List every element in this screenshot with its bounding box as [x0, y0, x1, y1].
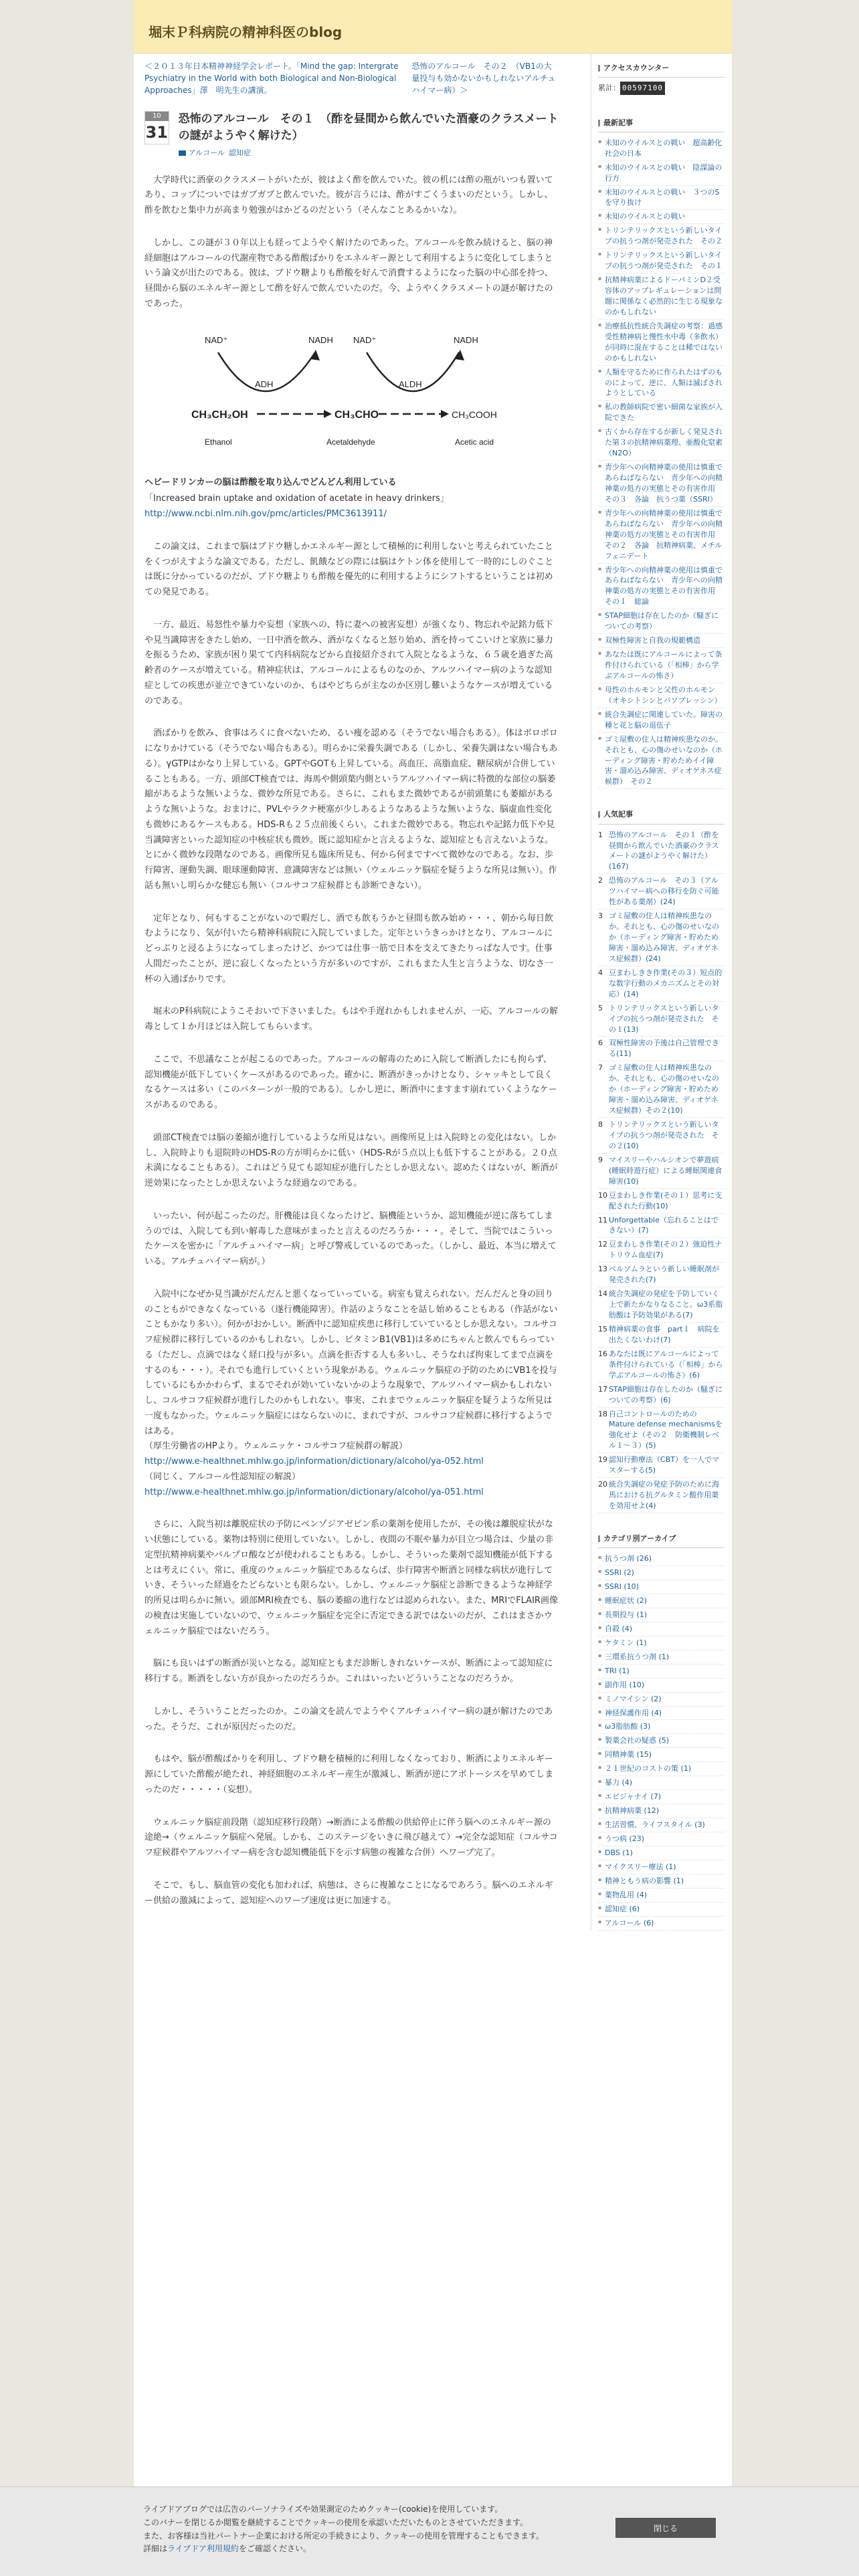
sidebar-link[interactable]: トリンテリックスという新しいタイプの抗うつ剤が発売された その１(13): [609, 1003, 719, 1034]
popular-post-item[interactable]: [598, 1238, 725, 1263]
sidebar-list-item[interactable]: [598, 634, 725, 648]
rank-number: 1: [598, 830, 603, 839]
sidebar-link[interactable]: 精神病薬の食事 part１ 病院を出たくないわけ(7): [609, 1324, 720, 1344]
sidebar-link[interactable]: 豆まわしき作業(その２）強迫性ナトリウム血症(7): [609, 1240, 723, 1260]
sidebar-link[interactable]: 長期投与 (1): [605, 1610, 648, 1619]
sidebar-link[interactable]: 自己コントロールのための Mature defense mechanismsを強化せよ（その２ 防衛機制レベル１～３）(5): [609, 1409, 723, 1451]
sidebar-list-item[interactable]: [598, 1594, 725, 1608]
sidebar-link[interactable]: 未知のウイルスとの戦い 陰謀論の行方: [605, 163, 723, 183]
sidebar-list-item[interactable]: [598, 609, 725, 634]
sidebar-link[interactable]: 睡眠症状 (2): [605, 1596, 648, 1605]
sidebar-link[interactable]: 私の教師病院で密い細菌な家族が入院できた: [605, 403, 723, 423]
sidebar-list-item[interactable]: [598, 461, 725, 507]
sidebar-link[interactable]: 認知症 (6): [605, 1904, 640, 1913]
recent-posts-list: [598, 136, 725, 790]
sidebar-heading: 人気記事: [598, 800, 725, 824]
sidebar-link[interactable]: ゴミ屋敷の住人は精神疾患なのか。それとも、心の傷のせいなのか（ホーディング障害・貯めため障害・溜め込み障害、ディオゲネス症候群）その２(10): [609, 1063, 719, 1115]
sidebar-link[interactable]: 未知のウイルスとの戦い 超高齢化社会の日本: [605, 138, 723, 158]
popular-posts-list: [598, 829, 725, 1513]
sidebar-list-item[interactable]: [598, 1832, 725, 1846]
category-link[interactable]: アルコール: [188, 148, 225, 158]
paragraph: しかし、そういうことだったのか。この論文を読んでようやくアルチュハイマー病の謎が解けたのであった。そうだ、これが原因だったのだ。: [145, 1706, 553, 1732]
sidebar-link[interactable]: 生活習慣、ライフスタイル (3): [605, 1820, 705, 1829]
sidebar-link[interactable]: ゴミ屋敷の住人は精神疾患なのか。それとも、心の傷のせいなのか（ホーディング障害・貯めためイイ障害・溜め込み障害、ディオゲネス症候群） その２: [605, 734, 723, 786]
sidebar-link[interactable]: 古くから存在するが新しく発見された第３の抗精神病薬理、亜酸化窒素（N2O）: [605, 427, 723, 458]
heading-bar-icon: [598, 120, 600, 126]
sidebar: [591, 53, 725, 1931]
reference-link[interactable]: http://www.e-healthnet.mhlw.go.jp/information/dictionary/alcohol/ya-052.html: [145, 1457, 484, 1467]
diagram-aldh-label: ALDH: [398, 379, 422, 389]
popular-post-item[interactable]: [598, 1189, 725, 1214]
folder-icon: [179, 150, 186, 156]
diagram-nadh-2: NADH: [453, 334, 478, 345]
sidebar-link[interactable]: エピジャナイ (7): [605, 1792, 662, 1802]
rank-number: 8: [598, 1120, 603, 1129]
popular-post-item[interactable]: [598, 1002, 725, 1037]
popular-post-item[interactable]: [598, 1118, 725, 1154]
sidebar-link[interactable]: TRI (1): [605, 1666, 630, 1675]
sidebar-heading: カテゴリ別アーカイブ: [598, 1524, 725, 1548]
sidebar-list-item[interactable]: [598, 1762, 725, 1776]
post-header: [145, 111, 559, 160]
paragraph: この論文は、これまで脳はブドウ糖しかエネルギー源として積極的に利用しないと考えられていたことをくつがえすような論文である。ただし、飢餓などの際には脳はケトン体を使用して一時的にしのぐことは既に分かっているのだが、ブドウ糖よりも酢酸を優先的に利用するようにシフトするということは初めての発見である。: [145, 541, 554, 598]
sidebar-link[interactable]: 暴力 (4): [605, 1778, 633, 1788]
rank-number: 4: [598, 968, 603, 977]
heading-bar-icon: [598, 1535, 600, 1542]
sidebar-list-item[interactable]: [598, 1552, 725, 1566]
terms-link[interactable]: ライブドア利用規約: [167, 2544, 239, 2554]
sidebar-list-item[interactable]: [598, 210, 725, 224]
diagram-adh-label: ADH: [254, 379, 273, 389]
sidebar-list-item[interactable]: [598, 425, 725, 461]
post-date-month: 10: [145, 112, 169, 121]
sidebar-link[interactable]: 副作用 (10): [605, 1680, 645, 1689]
popular-post-item[interactable]: [598, 1408, 725, 1454]
sidebar-link[interactable]: 認知行動療法（CBT）を一人でマスターする(5): [609, 1455, 719, 1475]
sidebar-link[interactable]: 双極性障害と自我の規範構造: [605, 636, 700, 645]
sidebar-link[interactable]: 同精神薬 (15): [605, 1750, 652, 1759]
diagram-formula-acetic-acid: CH₃COOH: [451, 409, 497, 420]
sidebar-list-item[interactable]: [598, 366, 725, 401]
rank-number: 19: [598, 1455, 607, 1465]
category-link[interactable]: 認知症: [228, 148, 251, 158]
sidebar-link[interactable]: 治療抵抗性統合失調症の考察：過感受性精神病と慢性水中毒（多飲水）が同時に混在することは稀ではないのかもしれない: [605, 321, 723, 362]
rank-number: 10: [598, 1190, 607, 1200]
sidebar-list-item[interactable]: [598, 648, 725, 683]
sidebar-list-item[interactable]: [598, 1734, 725, 1748]
sidebar-link[interactable]: 青少年への向精神薬の使用は慎重であらねばならない 青少年への向精神薬の処方の実態とその有害作用 その２ 各論 抗精神病薬、メチルフェニデート: [605, 508, 723, 560]
page-wrapper: [134, 0, 732, 2576]
sidebar-list-item[interactable]: [598, 1903, 725, 1917]
paragraph: 大学時代に酒豪のクラスメートがいたが、彼はよく酢を飲んでいた。彼の机には酢の瓶がいつも置いてあり、コップについではガブガブと飲んでいた。彼が言うには、酢がすごくうまいのだという。しかし、酢を飲むと集中力が高まり勉強がはかどるのだという（そんなことあるかいな）。: [145, 175, 553, 216]
rank-number: 9: [598, 1155, 603, 1164]
sidebar-list-item[interactable]: [598, 1636, 725, 1650]
sidebar-link[interactable]: 双極性障害の予後は自己管理できる(11): [609, 1039, 719, 1059]
prev-post-link[interactable]: ＜２０１３年日本精神神経学会レポート。「Mind the gap: Intergrate Psychiatry in the World with both Biological and Non-Biological Approaches」澤 明先生の講演。: [145, 62, 399, 95]
paragraph: いったい、何が起こったのだ。肝機能は良くなったけど、脳機能というか、認知機能が逆に落ちてしまうのでは、入院しても到い解毒した意味がまったと言えるのだろうか・・・。そして、当院ではこういったケースを密かに「アルチュハイマー病」と呼び警戒しているのであった。（しかし、最近、本当に増えている。アルチュハイマー病が。）: [145, 1210, 557, 1267]
heading-bar-icon: [598, 811, 600, 818]
post-date: [145, 111, 169, 144]
sidebar-link[interactable]: ベルソムラという新しい睡眠剤が発売された(7): [609, 1265, 719, 1285]
sidebar-list-item[interactable]: [598, 1804, 725, 1818]
popular-post-item[interactable]: [598, 1383, 725, 1408]
sidebar-list-item[interactable]: [598, 1679, 725, 1693]
post-title[interactable]: 恐怖のアルコール その１ （酢を昼間から飲んでいた酒豪のクラスメートの謎がようやく解けた）: [178, 112, 559, 142]
sidebar-list-item[interactable]: [598, 1622, 725, 1636]
sidebar-link[interactable]: トリンテリックスという新しいタイプの抗うつ剤が発売された その２(10): [609, 1120, 719, 1150]
sidebar-list-item[interactable]: [598, 1818, 725, 1832]
sidebar-link[interactable]: あなたは既にアルコールによって条件付けられている（「相棒」から学ぶアルコールの怖さ）: [605, 650, 723, 680]
sidebar-link[interactable]: あなたは既にアルコールによって条件付けられている（「相棒」から学ぶアルコールの怖さ）(6): [609, 1349, 723, 1380]
sidebar-link[interactable]: 恐怖のアルコール その１（酢を昼間から飲んでいた酒豪のクラスメートの謎がようやく解けた）(167): [609, 830, 719, 871]
sidebar-link[interactable]: ミノマイシン (2): [605, 1694, 662, 1703]
paragraph: 頭部CT検査では脳の萎縮が進行しているような所見はない。画像所見上は入院時との変化はない。しかし、入院時よりも退院時のHDS-Rの方が明らかに低い（HDS-Rが５点以上も低下することがある。２０点未満になることもある）。これはどう見ても認知症が進行したとしか思えない。認めたくはないが、断酒が逆効果になったとしか思えないような経過なのである。: [145, 1132, 558, 1189]
sidebar-list-item[interactable]: [598, 1776, 725, 1790]
next-post-link[interactable]: 恐怖のアルコール その２ （VB1の大量投与も効かないかもしれないアルチュハイマー病）＞: [411, 62, 556, 95]
popular-post-item[interactable]: [598, 1214, 725, 1239]
sidebar-list-item[interactable]: [598, 564, 725, 610]
paragraph: 酒ばかりを飲み、食事はろくに食べないため、るい痩を認める（そうでない場合もある）。体はボロボロになりかけている（そうでない場合もある）。明らかに栄養失調である（しかし、栄養失調はない場合もある）。γGTPはかなり上昇している。GPTやGOTも上昇している。高血圧、高脂血症、糖尿病が合併していることもある。一方、頭部CT検査では、海馬や側頭葉内側というアルツハイマー病に特徴的な部位の脳萎縮があるような無いような、微妙な所見である。さらに、これもまた微妙であるが前頭葉にも萎縮があるような無いような。おまけに、PVLやラクナ梗塞が少しあるようなあるような無いような、脳虚血性変化も微妙にあるケースもある。HDS-Rも２５点前後くらい。これまた微妙である。物忘れや記銘力低下や見当識障害といった認知症の中核症状も微妙。既に認知症かと言えるような、認知症とも言えないような。とにかく微妙な段階なのである。画像所見も臨床所見も、何から何まですべて微妙なのである。なお、歩行障害、運動失調、眼球運動障害、意識障害などは無い（ウェルニッケ脳症を疑うような所見は無い）。作話も無いし明らかな健忘も無い（コルサコフ症候群とも診断できない）。: [145, 728, 558, 891]
sidebar-list-item[interactable]: [598, 1790, 725, 1804]
sidebar-list-item[interactable]: [598, 1860, 725, 1874]
paragraph: しかし、この謎が３０年以上も経ってようやく解けたのであった。アルコールを飲み続けると、脳の神経細胞はアルコールの代謝産物である酢酸ばかりをエネルギー源として利用するように変化してしまうという論文が出たのである。彼は、ブドウ糖よりも酢酸を好んで消費するようになった脳の中心部を持つ、昼間から脳のエネルギー源として酢を好んで飲んでいたのだ。今、ようやくクラスメートの謎が解けたのであった。: [145, 237, 553, 309]
diagram-name-acetic-acid: Acetic acid: [454, 437, 494, 447]
popular-post-item[interactable]: [598, 1037, 725, 1061]
diagram-name-acetaldehyde: Acetaldehyde: [326, 437, 375, 447]
sidebar-list-item[interactable]: [598, 1566, 725, 1580]
sidebar-link[interactable]: 豆まわしきき作業(その３）短点的な数字行動のメカニズムとその対応）(14): [609, 968, 723, 998]
sidebar-link[interactable]: 未知のウイルスとの戦い ３つのSを守り抜け: [605, 187, 720, 207]
sidebar-link[interactable]: SSRI (10): [605, 1582, 639, 1592]
sidebar-link[interactable]: 母性のホルモンと父性のホルモン（オキシトシンとバソプレッシン）: [605, 685, 722, 705]
main-column: [134, 53, 572, 1926]
rank-number: 20: [598, 1480, 607, 1489]
blog-header: [134, 0, 732, 53]
paragraph: さらに、入院当初は離脱症状の予防にベンゾジアゼピン系の薬剤を使用したが、その後は離脱症状がない状態にしている。薬物は特別に使用していない。しかし、夜間の不眠や暴力が目立つ場合は、少量の非定型抗精神病薬やバルプロ酸などが使われることもある。しかし、そういった薬剤で認知機能が低下するとは考えにくい。常に、重度のウェルニッケ脳症であるならば、歩行障害や断酒と同様な病状が進行していき、そういった経過をたどらないとも限らない。しかし、ウェルニッケ脳症と診断できるような神経学的所見は明らかに無い。頭部MRI検査でも、脳の萎縮の進行などは認められない。また、MRIでFLAIR画像の検査は実施していないので、ウェルニッケ脳症を完全に否定できる訳ではないのだが、これはまさかウェルニッケ脳症ではないだろう。: [145, 1519, 558, 1636]
popular-post-item[interactable]: [598, 909, 725, 966]
diagram-nad-1: NAD⁺: [204, 334, 227, 345]
arrowhead-icon: [455, 350, 464, 360]
ethanol-metabolism-diagram: [178, 330, 526, 463]
rank-number: 18: [598, 1409, 607, 1418]
rank-number: 14: [598, 1289, 607, 1299]
post-date-day: 31: [145, 123, 169, 142]
paragraph: 脳にも良いはずの断酒が災いとなる。認知症ともまだ診断しきれないケースが、断酒によって認知症に移行する。断酒をしない方が良かったのだろうか。これはいったいどういうことなのだろうか。: [145, 1658, 553, 1685]
sidebar-link[interactable]: 統合失調症の発症予防のために海馬における抗グルタミン酸作用薬を効用せよ(4): [609, 1480, 719, 1510]
sidebar-link[interactable]: 抗精神病薬 (12): [605, 1806, 660, 1816]
popular-post-item[interactable]: [598, 1287, 725, 1323]
reference-intro: （厚生労働省のHPより。ウェルニッケ・コルサコフ症候群の解説）: [145, 1441, 408, 1452]
sidebar-link[interactable]: 人類を守るために作られたはずのものによって、逆に、人類は滅ぼされようとしている: [605, 367, 723, 398]
sidebar-link[interactable]: 自殺 (4): [605, 1624, 633, 1633]
sidebar-list-item[interactable]: [598, 1889, 725, 1903]
sidebar-list-item[interactable]: [598, 683, 725, 708]
reference-intro: （同じく、アルコール性認知症の解説）: [145, 1471, 300, 1482]
popular-post-item[interactable]: [598, 1348, 725, 1383]
heading-bar-icon: [598, 65, 600, 72]
counter-value: 00597100: [620, 82, 665, 94]
rank-number: 2: [598, 876, 603, 885]
sidebar-list-item[interactable]: [598, 161, 725, 186]
arrowhead-icon: [441, 410, 449, 418]
cookie-close-button[interactable]: 閉じる: [615, 2518, 716, 2538]
diagram-nadh-1: NADH: [308, 334, 333, 345]
sidebar-link[interactable]: ２１世紀のコストの策 (1): [605, 1764, 692, 1774]
sidebar-list-item[interactable]: [598, 274, 725, 320]
sidebar-list-item[interactable]: [598, 733, 725, 790]
sidebar-heading: アクセスカウンター: [598, 53, 725, 78]
rank-number: 13: [598, 1265, 607, 1274]
popular-post-item[interactable]: [598, 1478, 725, 1513]
category-archive-list: [598, 1552, 725, 1930]
rank-number: 12: [598, 1240, 607, 1249]
sidebar-list-item[interactable]: [598, 249, 725, 274]
reference-link[interactable]: http://www.ncbi.nlm.nih.gov/pmc/articles/PMC3613911/: [145, 509, 387, 520]
rank-number: 6: [598, 1039, 603, 1048]
reference-title: 「Increased brain uptake and oxidation of acetate in heavy drinkers」: [145, 494, 449, 504]
popular-post-item[interactable]: [598, 966, 725, 1002]
post-pager: [145, 53, 559, 108]
sidebar-list-item[interactable]: [598, 1874, 725, 1889]
sidebar-link[interactable]: ケタミン (1): [605, 1638, 647, 1647]
sidebar-list-item[interactable]: [598, 1748, 725, 1762]
post-body: [145, 173, 559, 1909]
sidebar-list-item[interactable]: [598, 708, 725, 733]
sidebar-link[interactable]: 青少年への向精神薬の使用は慎重であらねばならない 青少年への向精神薬の処方の実態とその有害作用 その１ 総論: [605, 565, 723, 607]
sidebar-list-item[interactable]: [598, 1720, 725, 1734]
sidebar-link[interactable]: 未知のウイルスとの戦い: [605, 212, 686, 221]
sidebar-list-item[interactable]: [598, 401, 725, 425]
sidebar-link[interactable]: 統合失調症に関連していた。障害の種と花と脳の退伍子: [605, 710, 723, 730]
popular-post-item[interactable]: [598, 1453, 725, 1478]
sidebar-link[interactable]: 青少年への向精神薬の使用は慎重であらねばならない 青少年への向精神薬の処方の実態とその有害作用 その３ 各論 抗うつ薬（SSRI）: [605, 463, 723, 504]
reference-link[interactable]: http://www.e-healthnet.mhlw.go.jp/information/dictionary/alcohol/ya-051.html: [145, 1487, 484, 1497]
sidebar-list-item[interactable]: [598, 507, 725, 564]
sidebar-list-item[interactable]: [598, 136, 725, 161]
popular-post-item[interactable]: [598, 1061, 725, 1118]
sidebar-link[interactable]: STAP細胞は存在したのか（騒ぎについての考察）(6): [609, 1384, 723, 1404]
sidebar-link[interactable]: 製薬会社の疑惑 (5): [605, 1736, 670, 1745]
sidebar-link[interactable]: 豆まわしき作業(その１）思考に支配された行動(10): [609, 1190, 723, 1210]
sidebar-list-item[interactable]: [598, 1693, 725, 1707]
diagram-nad-2: NAD⁺: [353, 334, 376, 345]
sidebar-list-item[interactable]: [598, 186, 725, 211]
sidebar-list-item[interactable]: [598, 1580, 725, 1594]
sidebar-list-item[interactable]: [598, 1917, 725, 1931]
sidebar-link[interactable]: 神経保護作用 (4): [605, 1708, 662, 1717]
sidebar-link[interactable]: ω3脂肪酸 (3): [605, 1722, 651, 1731]
sidebar-list-item[interactable]: [598, 320, 725, 366]
sidebar-list-item[interactable]: [598, 224, 725, 249]
paragraph: そこで、もし、脳血管の変化も加われば、病態は、さらに複雑なことになるであろう。脳へのエネルギー供給の激減によって、認知症へのワープ速度は更に加速する。: [145, 1880, 553, 1906]
paragraph: ここで、不思議なことが起こるのであった。アルコールの解毒のために入院して断酒したにも拘らず、認知機能が低下していくケースがあるのであった。確かに、断酒がきっかけとなり、シャッキとして良くなるケースは多い（このパターンが一般的である）。しかし逆に、断酒中にますます崩れていくようなケースがあるのである。: [145, 1054, 557, 1111]
sidebar-link[interactable]: 統合失調症の発症を予防していく上で新たかなりなること。ω3系脂肪酸は予防効果がある(7): [609, 1289, 723, 1319]
rank-number: 7: [598, 1063, 603, 1073]
sidebar-link[interactable]: 三環系抗うつ剤 (1): [605, 1652, 670, 1661]
popular-post-item[interactable]: [598, 1263, 725, 1287]
paragraph: もはや、脳が酢酸ばかりを利用し、ブドウ糖を積極的に利用しなくなっており、断酒によりエネルギー源にしていた酢酸が絶たれ、神経細胞のエネルギー産生が激減し、断酒が逆にアポトーシスを早めてしまったのだ・・・・・（妄想）。: [145, 1754, 554, 1795]
arrowhead-icon: [324, 410, 332, 418]
reference-heading: ヘビードリンカーの脳は酢酸を取り込んでどんどん利用している: [145, 477, 397, 488]
sidebar-link[interactable]: うつ病 (23): [605, 1834, 645, 1843]
rank-number: 3: [598, 911, 603, 921]
sidebar-link[interactable]: ゴミ屋敷の住人は精神疾患なのか。それとも、心の傷のせいなのか（ホーディング障害・貯めため障害・溜め込み障害、ディオゲネス症候群）(24): [609, 911, 719, 963]
sidebar-link[interactable]: 恐怖のアルコール その３（アルツハイマー病への移行を防ぐ可能性がある薬剤）(24): [609, 876, 719, 907]
sidebar-link[interactable]: STAP細胞は存在したのか（騒ぎについての考察）: [605, 611, 719, 631]
rank-number: 5: [598, 1003, 603, 1012]
sidebar-link[interactable]: マイスリーやハルシオンで夢遊病(睡眠時遊行症）による睡眠関連食障害(10): [609, 1155, 723, 1186]
sidebar-heading: 最新記事: [598, 108, 725, 132]
sidebar-link[interactable]: SSRI (2): [605, 1568, 634, 1578]
rank-number: 11: [598, 1215, 607, 1224]
sidebar-link[interactable]: トリンテリックスという新しいタイプの抗うつ剤が発売された その２: [605, 226, 723, 246]
arrowhead-icon: [310, 350, 320, 360]
popular-post-item[interactable]: [598, 874, 725, 909]
popular-post-item[interactable]: [598, 1323, 725, 1348]
paragraph: 定年となり、何もすることがないので暇だし、酒でも飲もうかと昼間も飲み始め・・・、朝から毎日飲むようになり、気が付いたら精神科病院に入院していました。定年というきっかけとなり、アルコールにどっぷりと浸るようになってしまったけど、かつては仕事一筋で日本を支えてきたりっぱな人です。仕事人間だったことが、逆に寂しくなったという方が多いのですが、これもまた人生と言うような、切なさ一杯の入通ばかりです。: [145, 913, 554, 984]
sidebar-link[interactable]: 薬物乱用 (4): [605, 1890, 648, 1899]
rank-number: 15: [598, 1324, 607, 1333]
sidebar-link[interactable]: 抗うつ剤 (26): [605, 1554, 652, 1564]
rank-number: 16: [598, 1349, 607, 1358]
sidebar-list-item[interactable]: [598, 1707, 725, 1721]
diagram-name-ethanol: Ethanol: [204, 437, 232, 447]
diagram-formula-ethanol: CH₃CH₂OH: [191, 409, 248, 421]
sidebar-link[interactable]: 精神ともう病の影響 (1): [605, 1876, 684, 1885]
paragraph: 堀末のP科病院にようこそおいで下さいました。もはや手遅れかもしれませんが、一応、アルコールの解毒として１か月ほどは入院してもらいます。: [145, 1006, 559, 1033]
sidebar-list-item[interactable]: [598, 1650, 725, 1665]
sidebar-link[interactable]: マイクスリー療法 (1): [605, 1862, 676, 1871]
sidebar-link[interactable]: アルコール (6): [605, 1918, 654, 1927]
cookie-text: ライブドアブログでは広告のパーソナライズや効果測定のためクッキー(cookie)を使用しています。 このバナーを閉じるか閲覧を継続することでクッキーの使用を承認いただいたものとさせていただきます。 また、お客様は当社パートナー企業における所定の手続きにより、クッキーの使用を管理することもできます。 詳細はライブドア利用規約をご確認ください。: [143, 2504, 545, 2554]
access-counter: [598, 82, 725, 94]
sidebar-list-item[interactable]: [598, 1665, 725, 1679]
diagram-formula-acetaldehyde: CH₃CHO: [334, 409, 379, 421]
sidebar-link[interactable]: Unforgettable（忘れることはできない）(7): [609, 1215, 719, 1235]
paragraph: 一方、最近、易怒性や暴力や妄想（家族への、特に妻への被害妄想）が強くなり、物忘れや記銘力低下や見当識障害をきたし始め、一日中酒を飲み、酒がなくなると怒り始め、酒を持ってこいけと家族に暴力を振るうため、家族が困り果てて内科病院などから直接紹介されて入院となるような、６５歳を過ぎた高齢者のケースが増えている。精神症状は、アルコールによるものなのか、アルツハイマー病のような認知症としての疾患が並立できていないのか、もはやどちらが主なのか区別し難いようなケースが増えているのである。: [145, 619, 553, 706]
rank-number: 17: [598, 1384, 607, 1394]
sidebar-link[interactable]: 抗精神病薬によるドーパミンD２受容体のアップレギュレーションは問題に関係なく必然的に生じる現象なのかもしれない: [605, 276, 723, 316]
sidebar-link[interactable]: DBS (1): [605, 1848, 633, 1857]
sidebar-list-item[interactable]: [598, 1846, 725, 1860]
popular-post-item[interactable]: [598, 1154, 725, 1189]
paragraph: 入院中になぜか見当識がだんだんと悪くなっていっている。病室も覚えられない。だんだんと身の回りのこともができなくなっている（遂行機能障害）。作話のようなことを話し始めることもある（作話がないこともかなり多い）。何かがおかしい。断酒中に認知症疾患に移行していているとしか思えない。コルサコフ症候群に移行しているのかもしれない。しかし、ビタミンB1(VB1)は多めにちゃんと飲んでもらっている（ただし、点滴ではなく経口投与が多い。点滴を拒否する人も多いし、そうなれば拘束してまで点滴をするのも・・・）。それでも進行していくという現象がある。ウェルニッケ脳症の予防のためにVB1を投与しているにもかかわらず、まるでそれが効いていないかのような現象で、アルツハイマー病かもしれないし、コルサコフ症候群が進行したのかもしれない。事実、これまでウェルニッケ脳症を疑うような所見は一度もなかった。ウェルニッケ脳症にはならないのに、まれですが、コルサコフ症候群に移行するようではある。: [145, 1289, 558, 1436]
popular-post-item[interactable]: [598, 829, 725, 875]
sidebar-link[interactable]: トリンテリックスという新しいタイプの抗うつ剤が発売された その１: [605, 251, 723, 271]
sidebar-list-item[interactable]: [598, 1608, 725, 1622]
blog-title[interactable]: 堀末Ｐ科病院の精神科医のblog: [149, 24, 343, 40]
counter-label: 累計：: [598, 84, 620, 93]
post-categories: [179, 146, 559, 159]
cookie-banner: [0, 2486, 859, 2576]
paragraph: ウェルニッケ脳症前段階（認知症移行段階）→断酒による酢酸の供給停止に伴う脳へのエネルギー源の途絶→（ウェルニッケ脳症へ発展。しかも、このステージをいきに飛び越えて）→完全な認知症（コルサコフ症候群やアルツハイマー病を含む認知機能低下を示す病態の複雑な合併）へワープ完了。: [145, 1817, 558, 1858]
